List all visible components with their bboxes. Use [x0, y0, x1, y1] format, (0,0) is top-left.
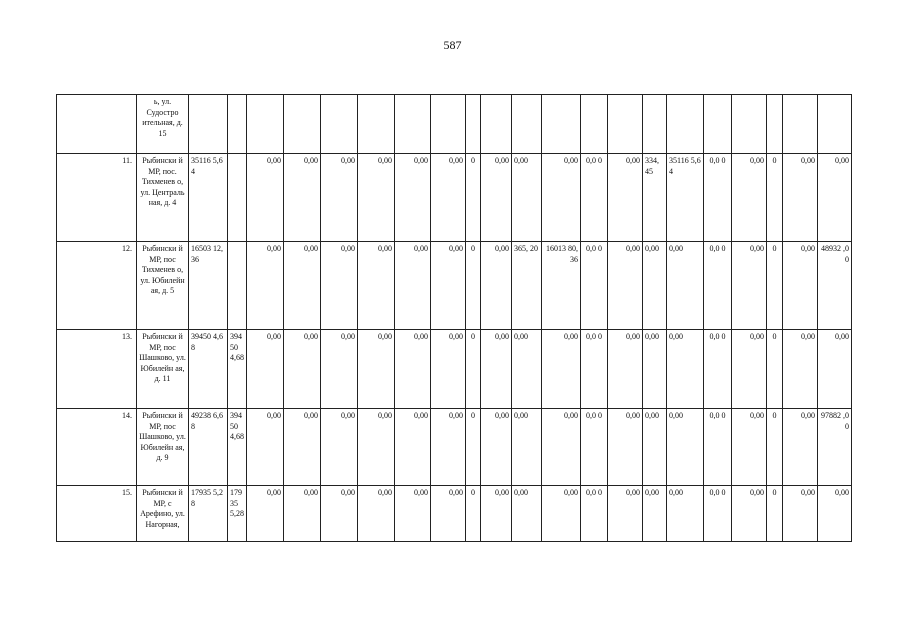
table-cell: 0,0 0	[704, 409, 732, 486]
table-cell: 0,00	[542, 409, 581, 486]
table-cell: 0	[767, 154, 783, 242]
table-cell: 0,00	[321, 486, 358, 542]
table-cell	[767, 95, 783, 154]
table-cell: 0,00	[431, 330, 466, 409]
table-cell: 0,00	[667, 409, 704, 486]
table-cell: 0	[466, 330, 481, 409]
table-cell	[321, 95, 358, 154]
table-cell: 0,0 0	[581, 486, 608, 542]
table-cell	[608, 95, 643, 154]
table-cell: 0,00	[732, 330, 767, 409]
table-cell: 16503 12,36	[189, 242, 228, 330]
table-cell: 0,00	[247, 409, 284, 486]
table-cell	[247, 95, 284, 154]
table-cell: 0,00	[783, 409, 818, 486]
table-cell: 0,00	[732, 154, 767, 242]
table-cell: 0,00	[732, 486, 767, 542]
table-cell: 17935 5,28	[189, 486, 228, 542]
table-cell: 0,00	[431, 409, 466, 486]
row-address: Рыбински й МР, пос Шашково, ул. Юбилейн ая, д. 9	[137, 409, 189, 486]
table-cell: 0,00	[481, 330, 512, 409]
table-cell	[667, 95, 704, 154]
table-cell: 0	[466, 242, 481, 330]
table-cell: 0,00	[783, 154, 818, 242]
table-cell: 0	[767, 330, 783, 409]
table-cell: 0,00	[608, 242, 643, 330]
table-cell: 0,00	[395, 154, 431, 242]
table-cell: 0,00	[643, 330, 667, 409]
table-cell: 0	[767, 409, 783, 486]
table-cell: 0,00	[431, 154, 466, 242]
table-cell: 0,00	[542, 486, 581, 542]
row-number: 15.	[57, 486, 137, 542]
table-cell: 0	[466, 154, 481, 242]
row-address: Рыбински й МР, пос. Тихменев о, ул. Централь ная, д. 4	[137, 154, 189, 242]
table-cell: 0,00	[358, 486, 395, 542]
table-cell: 0	[466, 409, 481, 486]
row-number: 14.	[57, 409, 137, 486]
row-address: Рыбински й МР, пос Шашково, ул. Юбилейн ая, д. 11	[137, 330, 189, 409]
table-cell: 0,00	[395, 242, 431, 330]
table-cell: 0,00	[284, 330, 321, 409]
table-cell: 0,00	[783, 486, 818, 542]
table-cell: 0,00	[321, 154, 358, 242]
table-cell	[581, 95, 608, 154]
table-cell: 0,00	[481, 409, 512, 486]
table-cell: 0,00	[284, 409, 321, 486]
table-cell: 0,00	[247, 486, 284, 542]
table-cell: 0	[767, 242, 783, 330]
table-cell: 0,00	[284, 242, 321, 330]
row-number	[57, 95, 137, 154]
table-cell	[704, 95, 732, 154]
table-row	[57, 409, 852, 486]
table-cell: 0,00	[608, 409, 643, 486]
table-cell: 39450 4,68	[228, 409, 247, 486]
table-cell: 0,00	[608, 330, 643, 409]
table-cell: 0,0 0	[704, 330, 732, 409]
table-cell: 0,00	[667, 242, 704, 330]
table-cell: 0,00	[247, 242, 284, 330]
table-cell: 0,00	[395, 330, 431, 409]
table-cell: 334, 45	[643, 154, 667, 242]
table-cell: 0,00	[818, 330, 852, 409]
table-cell: 0,00	[608, 486, 643, 542]
table-cell: 0,00	[667, 486, 704, 542]
table-cell	[228, 95, 247, 154]
table-cell: 0,0 0	[581, 330, 608, 409]
table-row	[57, 486, 852, 542]
table-cell: 0,00	[481, 154, 512, 242]
table-cell: 0,00	[358, 242, 395, 330]
table-cell: 0,0 0	[704, 242, 732, 330]
table-cell: 0,00	[321, 330, 358, 409]
table-cell: 0,00	[481, 486, 512, 542]
row-number: 11.	[57, 154, 137, 242]
table-cell: 0,00	[358, 409, 395, 486]
table-cell: 35116 5,64	[667, 154, 704, 242]
table-cell: 0,00	[321, 409, 358, 486]
table-cell: 0,00	[247, 330, 284, 409]
table-cell: 0,00	[818, 486, 852, 542]
table-cell	[481, 95, 512, 154]
table-cell: 0,00	[732, 409, 767, 486]
table-cell	[228, 154, 247, 242]
table-cell: 0,00	[542, 154, 581, 242]
table-cell: 48932 ,00	[818, 242, 852, 330]
table-cell	[358, 95, 395, 154]
table-cell: 0,00	[818, 154, 852, 242]
table-cell	[466, 95, 481, 154]
row-address: ь, ул. Судостро ительная, д. 15	[137, 95, 189, 154]
table-cell: 0	[466, 486, 481, 542]
table-row	[57, 242, 852, 330]
row-address: Рыбински й МР, пос Тихменев о, ул. Юбилейн ая, д. 5	[137, 242, 189, 330]
table-cell	[512, 95, 542, 154]
table-cell	[228, 242, 247, 330]
table-cell: 0,00	[643, 486, 667, 542]
table-cell: 0,00	[321, 242, 358, 330]
page-number: 587	[443, 38, 462, 52]
table-cell: 0,0 0	[704, 486, 732, 542]
table-cell: 49238 6,68	[189, 409, 228, 486]
table-cell: 0,00	[783, 242, 818, 330]
table-cell: 0,00	[512, 330, 542, 409]
data-table	[56, 94, 852, 542]
table-cell: 0,00	[643, 242, 667, 330]
table-cell: 0,00	[667, 330, 704, 409]
table-cell: 0,00	[284, 154, 321, 242]
table-cell: 39450 4,68	[189, 330, 228, 409]
table-cell	[542, 95, 581, 154]
table-cell: 0,0 0	[704, 154, 732, 242]
table-cell	[431, 95, 466, 154]
table-cell: 0,00	[732, 242, 767, 330]
table-cell: 17935 5,28	[228, 486, 247, 542]
table-row	[57, 154, 852, 242]
table-cell	[395, 95, 431, 154]
table-cell: 0,00	[481, 242, 512, 330]
table-cell: 0,0 0	[581, 242, 608, 330]
table-cell: 0,00	[542, 330, 581, 409]
table-cell: 97882 ,00	[818, 409, 852, 486]
table-cell: 0,00	[783, 330, 818, 409]
table-cell: 0,0 0	[581, 154, 608, 242]
table-cell: 0,0 0	[581, 409, 608, 486]
table-cell: 0,00	[395, 409, 431, 486]
table-cell: 0,00	[608, 154, 643, 242]
row-address: Рыбински й МР, с Арефино, ул. Нагорная,	[137, 486, 189, 542]
table-cell: 0,00	[358, 154, 395, 242]
table-row	[57, 330, 852, 409]
row-number: 13.	[57, 330, 137, 409]
table-cell: 0,00	[358, 330, 395, 409]
table-cell: 0,00	[395, 486, 431, 542]
table-cell: 16013 80,36	[542, 242, 581, 330]
table-cell: 39450 4,68	[228, 330, 247, 409]
table-cell	[783, 95, 818, 154]
table-cell: 365, 20	[512, 242, 542, 330]
table-cell: 0,00	[431, 486, 466, 542]
table-cell: 0,00	[512, 409, 542, 486]
table-cell: 35116 5,64	[189, 154, 228, 242]
row-number: 12.	[57, 242, 137, 330]
table-cell	[189, 95, 228, 154]
table-cell	[643, 95, 667, 154]
table-cell: 0,00	[512, 486, 542, 542]
table-cell: 0,00	[431, 242, 466, 330]
table-cell	[818, 95, 852, 154]
table-cell: 0,00	[643, 409, 667, 486]
table-cell	[284, 95, 321, 154]
table-cell: 0,00	[247, 154, 284, 242]
table-cell: 0,00	[512, 154, 542, 242]
table-cell: 0	[767, 486, 783, 542]
table-row	[57, 95, 852, 154]
table-cell	[732, 95, 767, 154]
table-cell: 0,00	[284, 486, 321, 542]
